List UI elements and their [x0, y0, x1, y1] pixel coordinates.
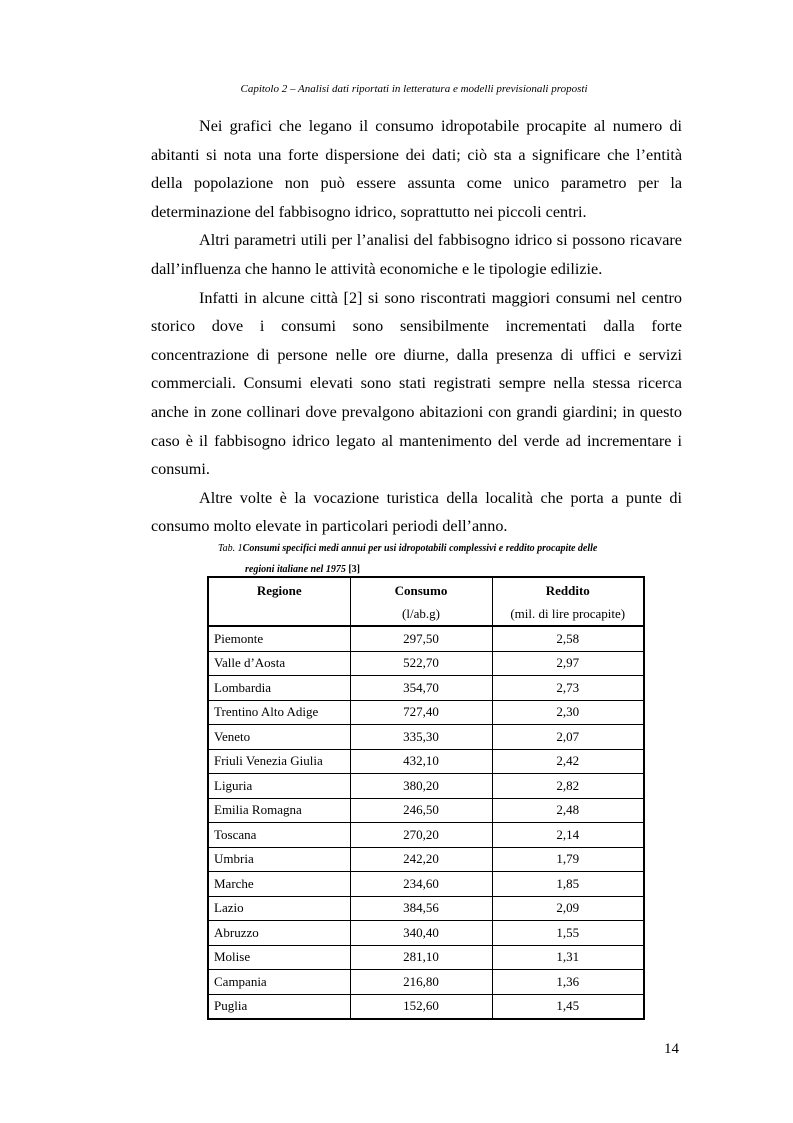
table-row — [208, 970, 644, 995]
data-table — [207, 576, 645, 1020]
paragraph: Infatti in alcune città [2] si sono riscontrati maggiori consumi nel centro storico dove i consumi sono sensibilmente incrementati dalla forte concentrazione di persone nelle ore diurne, dalla presenza di uffici e servizi commerciali. Consumi elevati sono stati registrati sempre nella stessa ricerca anche in zone collinari dove prevalgono abitazioni con grandi giardini; in questo caso è il fabbisogno idrico legato al mantenimento del verde ad incrementare i consumi. — [151, 288, 682, 479]
cell-reddito: 1,79 — [492, 847, 644, 872]
caption-text-line2: regioni italiane nel 1975 — [245, 564, 346, 575]
cell-consumo: 340,40 — [350, 921, 492, 946]
column-header-title: Reddito — [545, 583, 590, 598]
cell-consumo: 354,70 — [350, 676, 492, 701]
cell-regione: Friuli Venezia Giulia — [208, 749, 350, 774]
cell-consumo: 270,20 — [350, 823, 492, 848]
table-row — [208, 725, 644, 750]
caption-reference: [3] — [348, 564, 361, 575]
running-header: Capitolo 2 – Analisi dati riportati in letteratura e modelli previsionali proposti — [240, 83, 588, 95]
body-text — [151, 112, 682, 541]
cell-consumo: 380,20 — [350, 774, 492, 799]
table-row — [208, 626, 644, 651]
cell-reddito: 1,45 — [492, 994, 644, 1019]
column-header-regione — [208, 577, 350, 626]
cell-reddito: 1,85 — [492, 872, 644, 897]
paragraph: Altri parametri utili per l’analisi del fabbisogno idrico si possono ricavare dall’influenza che hanno le attività economiche e le tipologie edilizie. — [151, 231, 682, 278]
cell-consumo: 234,60 — [350, 872, 492, 897]
column-header-reddito — [492, 577, 644, 626]
column-header-title: Regione — [256, 583, 302, 598]
table-row — [208, 700, 644, 725]
cell-regione: Emilia Romagna — [208, 798, 350, 823]
column-header-consumo — [350, 577, 492, 626]
cell-consumo: 242,20 — [350, 847, 492, 872]
table-row — [208, 749, 644, 774]
cell-reddito: 2,58 — [492, 626, 644, 651]
cell-regione: Molise — [208, 945, 350, 970]
table-row — [208, 945, 644, 970]
cell-regione: Liguria — [208, 774, 350, 799]
cell-reddito: 2,73 — [492, 676, 644, 701]
table-row — [208, 774, 644, 799]
table-row — [208, 823, 644, 848]
cell-reddito: 2,82 — [492, 774, 644, 799]
cell-regione: Umbria — [208, 847, 350, 872]
cell-reddito: 2,30 — [492, 700, 644, 725]
table-row — [208, 651, 644, 676]
cell-regione: Campania — [208, 970, 350, 995]
page-number: 14 — [664, 1041, 679, 1057]
table-row — [208, 798, 644, 823]
cell-consumo: 152,60 — [350, 994, 492, 1019]
cell-consumo: 727,40 — [350, 700, 492, 725]
cell-regione: Toscana — [208, 823, 350, 848]
table-row — [208, 896, 644, 921]
caption-text-line1: Consumi specifici medi annui per usi idropotabili complessivi e reddito procapite delle — [242, 543, 598, 554]
cell-reddito: 2,42 — [492, 749, 644, 774]
cell-reddito: 2,09 — [492, 896, 644, 921]
cell-regione: Lazio — [208, 896, 350, 921]
cell-consumo: 335,30 — [350, 725, 492, 750]
table-row — [208, 994, 644, 1019]
cell-reddito: 2,48 — [492, 798, 644, 823]
cell-consumo: 216,80 — [350, 970, 492, 995]
cell-reddito: 2,07 — [492, 725, 644, 750]
table-row — [208, 676, 644, 701]
cell-consumo: 297,50 — [350, 626, 492, 651]
table-row — [208, 872, 644, 897]
cell-consumo: 522,70 — [350, 651, 492, 676]
cell-consumo: 281,10 — [350, 945, 492, 970]
column-header-title: Consumo — [394, 583, 448, 598]
cell-reddito: 2,97 — [492, 651, 644, 676]
table-caption — [218, 538, 668, 580]
cell-regione: Puglia — [208, 994, 350, 1019]
paragraph: Altre volte è la vocazione turistica della località che porta a punte di consumo molto elevate in particolari periodi dell’anno. — [151, 488, 682, 536]
caption-label: Tab. 1 — [218, 543, 243, 554]
table-header-row — [208, 577, 644, 626]
column-header-unit: (l/ab.g) — [402, 606, 440, 621]
cell-consumo: 246,50 — [350, 798, 492, 823]
cell-reddito: 2,14 — [492, 823, 644, 848]
paragraph: Nei grafici che legano il consumo idropotabile procapite al numero di abitanti si nota una forte dispersione dei dati; ciò sta a significare che l’entità della popolazione non può essere assunta come unico parametro per la determinazione del fabbisogno idrico, soprattutto nei piccoli centri. — [151, 117, 682, 221]
table-row — [208, 847, 644, 872]
table-row — [208, 921, 644, 946]
cell-reddito: 1,55 — [492, 921, 644, 946]
cell-reddito: 1,36 — [492, 970, 644, 995]
cell-consumo: 432,10 — [350, 749, 492, 774]
cell-regione: Veneto — [208, 725, 350, 750]
cell-consumo: 384,56 — [350, 896, 492, 921]
cell-regione: Lombardia — [208, 676, 350, 701]
cell-regione: Piemonte — [208, 626, 350, 651]
cell-regione: Marche — [208, 872, 350, 897]
cell-regione: Trentino Alto Adige — [208, 700, 350, 725]
cell-regione: Abruzzo — [208, 921, 350, 946]
cell-regione: Valle d’Aosta — [208, 651, 350, 676]
column-header-unit: (mil. di lire procapite) — [510, 606, 626, 621]
cell-reddito: 1,31 — [492, 945, 644, 970]
